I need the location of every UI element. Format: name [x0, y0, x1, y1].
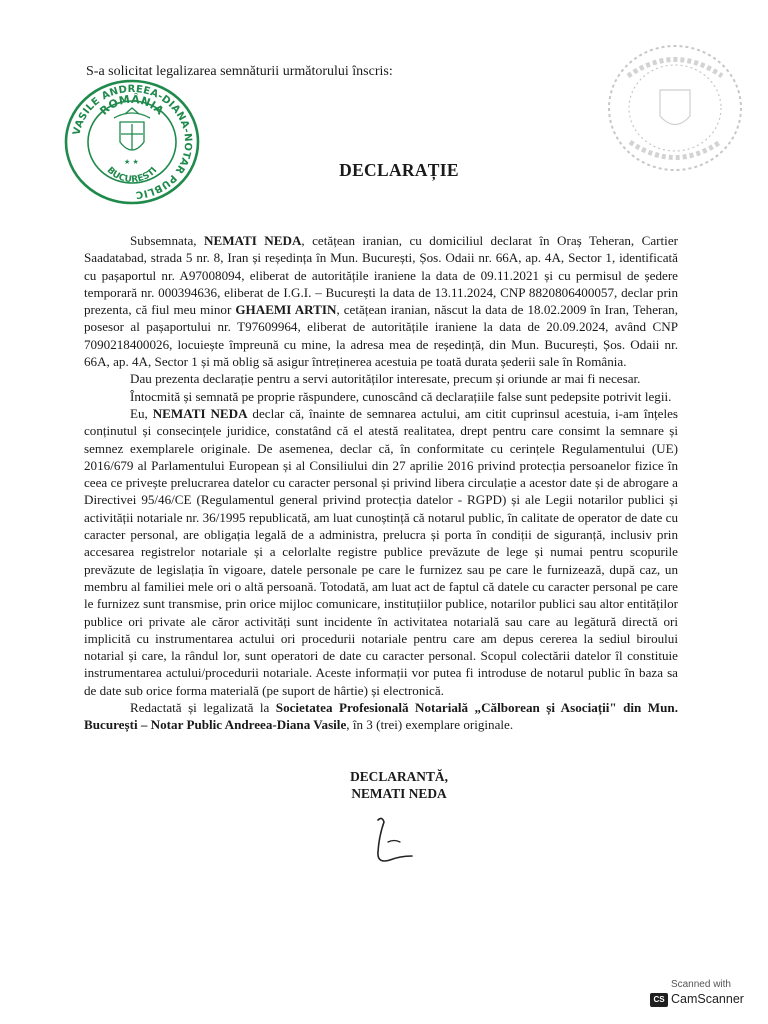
watermark-caption: Scanned with	[670, 979, 731, 990]
scanner-watermark	[649, 977, 753, 1015]
watermark-app-name: CamScanner	[671, 992, 744, 1006]
embossed-seal	[600, 38, 750, 178]
paragraph	[84, 388, 678, 405]
bold-text: Societatea Profesională Notarială „Călborean și Asociații" din Mun. București – Notar Public Andreea-Diana Vasile	[84, 700, 678, 733]
bold-text: NEMATI NEDA	[204, 233, 302, 248]
text-segment: declar că, înainte de semnarea actului, am citit cuprinsul acestuia, i-am înțeles conținutul și consecințele juridice, constatând că el atestă realitatea, drept pentru care consimt la semnare și semnez exemplarele originale. De asemenea, declar că, în conformitate cu cerințele Regulamentului (UE) 2016/679 al Parlamentului European și al Consiliului din 27 aprilie 2016 privind protecția persoanelor fizice în ceea ce privește prelucrarea datelor cu caracter personal și privind libera circulație a acestor date și de abrogare a Directivei 95/46/CE (Regulamentul general privind protecția datelor - RGPD) și ale Legii notarilor publici și activității notariale nr. 36/1995 republicată, am luat cunoștință că notarul public, în calitate de operator de date cu caracter personal, are obligația legală de a administra, prelucra și porta în condiții de siguranță, inclusiv prin accesarea registrelor notariale și a celorlalte registre publice prevăzute de lege și numai pentru scopurile prevăzute de legislația în vigoare, datele personale pe care le furnizez sau pe care le furnizează, după caz, un membru al familiei mele ori o altă persoană. Totodată, am luat act de faptul că datele cu caracter personal pe care le furnizez sunt transmise, prin orice mijloc comunicare, instituțiilor publice, notarilor publici sau altor entităților publice ori private ale căror activități sunt incidente în activitatea notarială sau care au legătură directă ori implicită cu instrumentarea actului ori procedurii notariale pentru care am depus cererea la sediul biroului notarial și care, la rândul lor, sunt operatori de date cu caracter personal. Scopul colectării datelor îl constituie instrumentarea actului/procedurii notariale. Aceste informații vor putea fi introduse de notarul public în baza sa de date sub orice forma materială (pe suport de hârtie) și electronică.	[84, 405, 678, 698]
paragraph	[84, 405, 678, 699]
bold-text: NEMATI NEDA	[152, 405, 248, 421]
text-segment: Redactată și legalizată la	[130, 700, 276, 716]
paragraph	[84, 232, 678, 370]
declarant-name: NEMATI NEDA	[351, 786, 447, 801]
legalization-note: S-a solicitat legalizarea semnăturii următorului înscris:	[86, 64, 393, 79]
closing-block	[0, 768, 768, 802]
paragraph	[84, 699, 678, 734]
text-segment: , în 3 (trei) exemplare originale.	[346, 717, 514, 733]
text-segment: , cetățean iranian, cu domiciliul declarat în Oraș Teheran, Cartier Saadatabad, strada 5 nr. 8, Iran și reședința în Mun. București, Șos. Odaii nr. 66A, ap. 4A, Sector 1, identificată cu pașaportul nr. A97008094, eliberat de autoritățile iraniene la data de 09.11.2021 și cu permisul de ședere temporară nr. 000394636, eliberat de I.G.I. – București la data de 13.11.2024, CNP 8820806400057, declar prin prezenta, că fiul meu minor	[84, 233, 678, 318]
paragraph	[84, 370, 678, 387]
handwritten-signature	[360, 812, 430, 882]
document-title: DECLARAȚIE	[339, 160, 459, 180]
text-segment: Dau prezenta declarație pentru a servi autorităților interesate, precum și oriunde ar mai fi necesar.	[130, 371, 641, 387]
stamp-country: ROMÂNIA	[97, 92, 167, 118]
text-segment: , cetățean iranian, născut la data de 18.02.2009 în Iran, Teheran, posesor al pașaportului nr. T97609964, eliberat de autoritățile iraniene la data de 20.09.2024, având CNP 7090218400026, locuiește împreună cu mine, la adresa mea de reședință, din Mun. București, Șos. Odaii nr. 66A, ap. 4A, Sector 1 și mă oblig să asigur întreținerea acestuia pe toată durata șederii sale în România.	[84, 302, 678, 370]
camscanner-logo-icon: CS	[650, 993, 668, 1007]
declarant-label: DECLARANTĂ,	[350, 769, 448, 784]
text-segment: Întocmită și semnată pe proprie răspundere, cunoscând că declarațiile false sunt pedepsite potrivit legii.	[130, 388, 672, 404]
text-segment: Eu,	[130, 405, 153, 421]
bold-text: GHAEMI ARTIN	[235, 302, 337, 318]
stamp-city: BUCUREȘTI	[104, 165, 160, 186]
declaration-body	[84, 232, 678, 734]
coat-of-arms-icon	[114, 108, 150, 150]
text-segment: Subsemnata,	[130, 233, 204, 248]
svg-text:★ ★: ★ ★	[124, 158, 139, 166]
stamp-notary-name: VASILE ANDREEA-DIANA-NOTAR PUBLIC	[71, 83, 194, 200]
notary-stamp	[57, 78, 207, 206]
